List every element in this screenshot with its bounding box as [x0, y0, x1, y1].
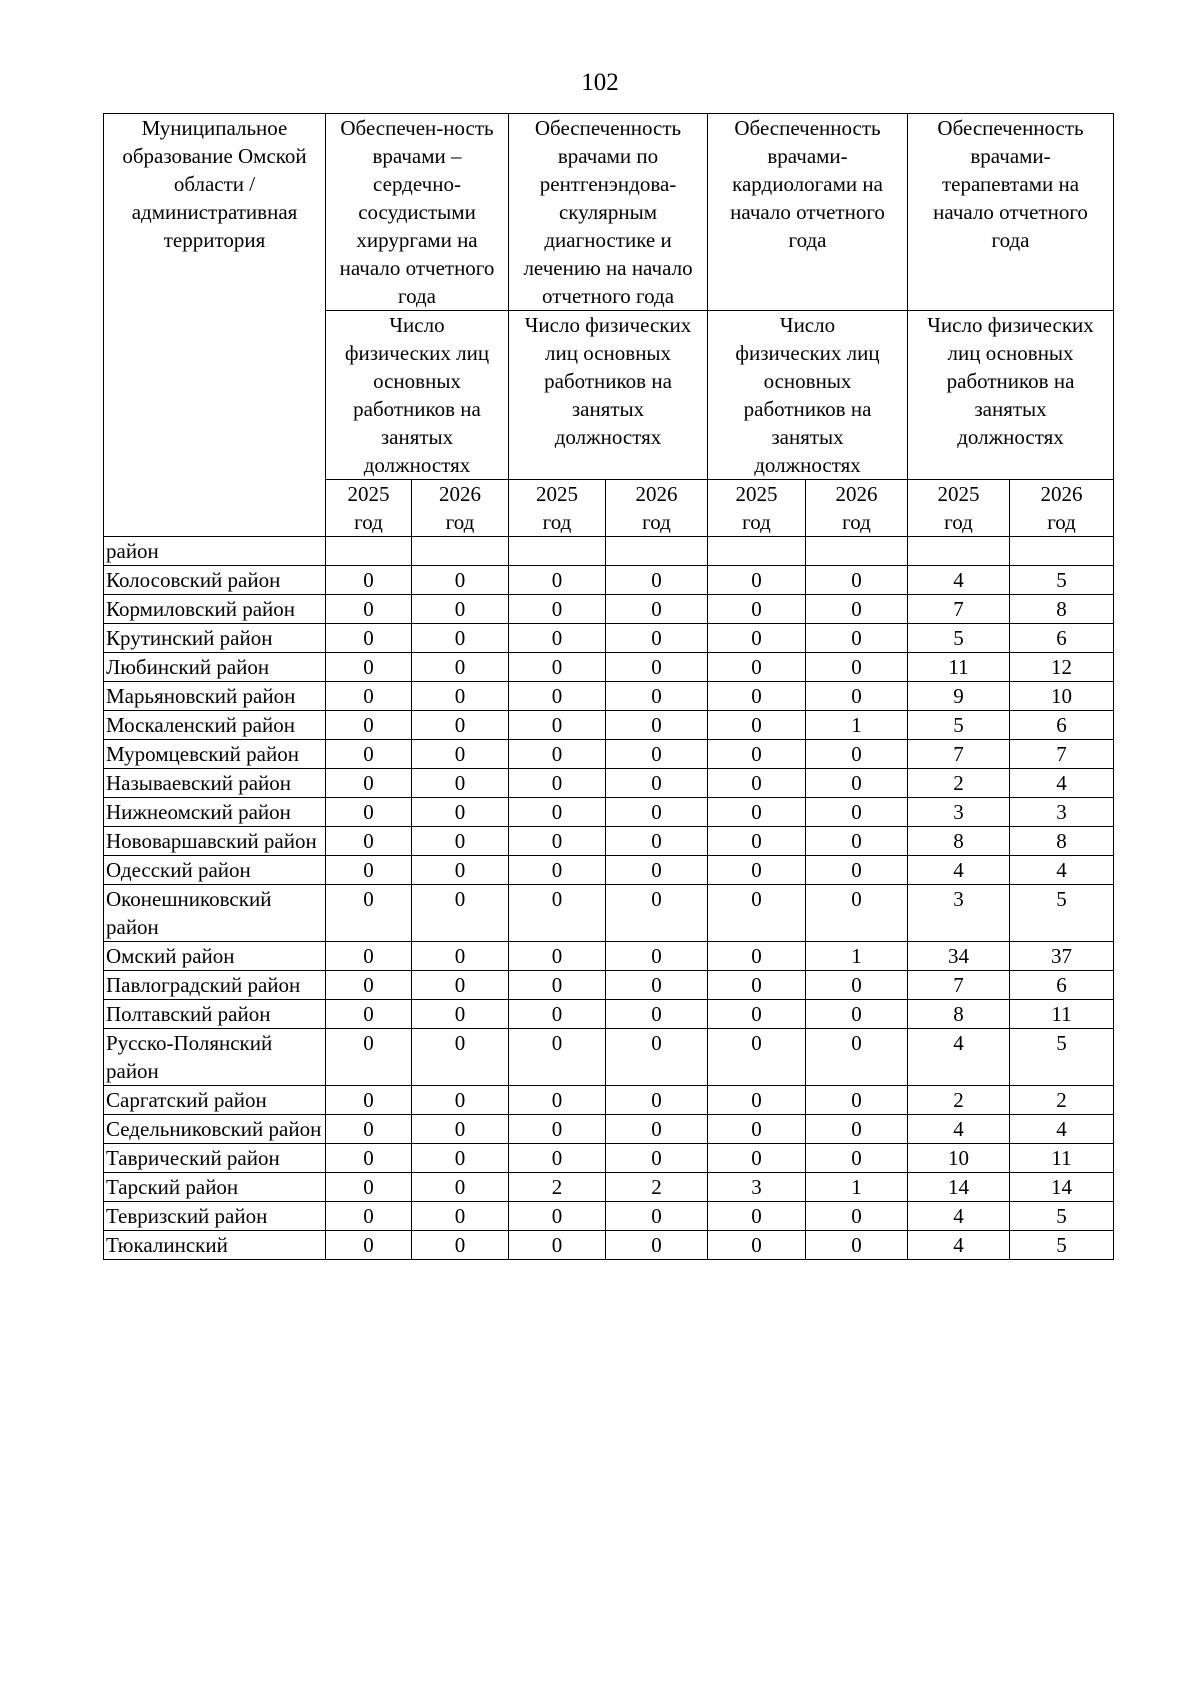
value-cell: 0	[509, 1000, 606, 1029]
table-row	[104, 827, 1114, 856]
value-cell: 0	[326, 1144, 412, 1173]
territory-name: Тарский район	[104, 1173, 326, 1202]
value-cell: 0	[606, 566, 708, 595]
value-cell: 0	[509, 566, 606, 595]
value-cell: 0	[606, 624, 708, 653]
value-cell: 0	[708, 595, 806, 624]
value-cell: 0	[606, 682, 708, 711]
value-cell: 4	[908, 566, 1010, 595]
value-cell: 0	[509, 711, 606, 740]
table-row	[104, 653, 1114, 682]
value-cell: 0	[509, 1115, 606, 1144]
value-cell: 11	[1010, 1000, 1114, 1029]
value-cell: 0	[606, 942, 708, 971]
value-cell	[708, 537, 806, 566]
group-header-cardiologists: Обеспеченность врачами-кардиологами на начало отчетного года	[708, 114, 908, 311]
value-cell: 1	[806, 942, 908, 971]
territory-name: Муромцевский район	[104, 740, 326, 769]
value-cell: 0	[412, 1086, 509, 1115]
value-cell: 7	[908, 971, 1010, 1000]
value-cell: 0	[412, 885, 509, 942]
table-row	[104, 856, 1114, 885]
value-cell: 0	[606, 769, 708, 798]
value-cell: 34	[908, 942, 1010, 971]
value-cell: 0	[326, 1086, 412, 1115]
table-row	[104, 566, 1114, 595]
value-cell: 2	[509, 1173, 606, 1202]
value-cell: 0	[412, 682, 509, 711]
value-cell: 0	[708, 856, 806, 885]
value-cell: 0	[412, 1029, 509, 1086]
table-header	[104, 114, 1114, 537]
value-cell: 3	[908, 798, 1010, 827]
value-cell: 0	[708, 1000, 806, 1029]
table-row	[104, 682, 1114, 711]
value-cell: 0	[708, 827, 806, 856]
year-number: 2025	[536, 482, 579, 506]
value-cell: 0	[806, 885, 908, 942]
value-cell: 0	[806, 1000, 908, 1029]
value-cell: 2	[908, 1086, 1010, 1115]
value-cell: 0	[509, 942, 606, 971]
table-row	[104, 1086, 1114, 1115]
value-cell: 0	[606, 856, 708, 885]
territory-name: Марьяновский район	[104, 682, 326, 711]
value-cell: 0	[326, 942, 412, 971]
table-row	[104, 1202, 1114, 1231]
value-cell: 0	[806, 740, 908, 769]
year-number: 2026	[635, 482, 678, 506]
value-cell: 14	[908, 1173, 1010, 1202]
territory-name: Колосовский район	[104, 566, 326, 595]
value-cell: 0	[326, 624, 412, 653]
value-cell: 4	[1010, 856, 1114, 885]
value-cell: 0	[708, 711, 806, 740]
value-cell: 0	[509, 827, 606, 856]
value-cell: 0	[412, 856, 509, 885]
year-number: 2025	[735, 482, 778, 506]
value-cell: 0	[606, 1202, 708, 1231]
value-cell	[326, 537, 412, 566]
value-cell: 0	[806, 595, 908, 624]
value-cell: 0	[806, 1086, 908, 1115]
territory-name: Русско-Полянский район	[104, 1029, 326, 1086]
value-cell: 0	[326, 885, 412, 942]
value-cell: 12	[1010, 653, 1114, 682]
year-suffix: год	[842, 510, 871, 534]
value-cell: 0	[708, 1144, 806, 1173]
value-cell: 0	[708, 653, 806, 682]
value-cell: 10	[1010, 682, 1114, 711]
value-cell	[908, 537, 1010, 566]
value-cell: 0	[806, 653, 908, 682]
year-header	[412, 480, 509, 537]
value-cell: 0	[708, 942, 806, 971]
value-cell: 8	[908, 827, 1010, 856]
year-header	[806, 480, 908, 537]
value-cell: 0	[806, 566, 908, 595]
value-cell: 0	[509, 798, 606, 827]
group-header-endovascular: Обеспеченность врачами по рентгенэндова-скулярным диагностике и лечению на начало отчетного года	[509, 114, 708, 311]
table-row	[104, 711, 1114, 740]
value-cell	[606, 537, 708, 566]
value-cell: 0	[509, 1144, 606, 1173]
value-cell: 6	[1010, 624, 1114, 653]
value-cell: 4	[908, 1231, 1010, 1260]
value-cell: 4	[1010, 769, 1114, 798]
value-cell: 0	[326, 711, 412, 740]
value-cell: 37	[1010, 942, 1114, 971]
year-header	[326, 480, 412, 537]
territory-name: Одесский район	[104, 856, 326, 885]
value-cell: 7	[908, 740, 1010, 769]
territory-name: район	[104, 537, 326, 566]
doctor-staffing-table	[103, 113, 1114, 1260]
value-cell: 0	[509, 653, 606, 682]
value-cell: 0	[326, 1000, 412, 1029]
value-cell: 0	[326, 1231, 412, 1260]
value-cell: 0	[326, 1115, 412, 1144]
value-cell: 0	[326, 1029, 412, 1086]
territory-name: Нововаршавский район	[104, 827, 326, 856]
value-cell: 4	[908, 856, 1010, 885]
value-cell: 0	[509, 856, 606, 885]
value-cell	[412, 537, 509, 566]
value-cell: 0	[412, 1115, 509, 1144]
value-cell: 0	[806, 1231, 908, 1260]
value-cell: 0	[606, 798, 708, 827]
value-cell: 2	[606, 1173, 708, 1202]
value-cell: 8	[908, 1000, 1010, 1029]
value-cell: 0	[509, 1086, 606, 1115]
value-cell: 5	[908, 711, 1010, 740]
value-cell: 0	[606, 740, 708, 769]
table-body	[104, 537, 1114, 1260]
value-cell: 0	[509, 1231, 606, 1260]
value-cell: 0	[806, 1202, 908, 1231]
value-cell: 10	[908, 1144, 1010, 1173]
group-subheader-endovascular: Число физических лиц основных работников на занятых должностях	[509, 311, 708, 480]
value-cell: 5	[1010, 1231, 1114, 1260]
year-number: 2025	[347, 482, 390, 506]
table-row	[104, 740, 1114, 769]
value-cell: 0	[412, 624, 509, 653]
value-cell: 0	[708, 566, 806, 595]
territory-name: Таврический район	[104, 1144, 326, 1173]
value-cell: 0	[708, 885, 806, 942]
year-suffix: год	[742, 510, 771, 534]
value-cell: 0	[509, 624, 606, 653]
territory-name: Оконешниковский район	[104, 885, 326, 942]
value-cell: 7	[1010, 740, 1114, 769]
value-cell: 5	[1010, 885, 1114, 942]
value-cell: 0	[806, 624, 908, 653]
value-cell: 0	[326, 769, 412, 798]
value-cell: 0	[708, 769, 806, 798]
value-cell: 0	[708, 798, 806, 827]
value-cell: 1	[806, 711, 908, 740]
value-cell: 0	[606, 1000, 708, 1029]
value-cell: 0	[806, 1115, 908, 1144]
value-cell: 0	[806, 971, 908, 1000]
territory-name: Крутинский район	[104, 624, 326, 653]
year-header	[606, 480, 708, 537]
year-suffix: год	[445, 510, 475, 534]
value-cell: 0	[708, 1231, 806, 1260]
value-cell: 0	[509, 740, 606, 769]
table-row	[104, 1029, 1114, 1086]
value-cell: 3	[908, 885, 1010, 942]
value-cell: 0	[509, 1029, 606, 1086]
value-cell: 0	[412, 827, 509, 856]
value-cell: 0	[326, 595, 412, 624]
value-cell: 9	[908, 682, 1010, 711]
year-suffix: год	[354, 510, 383, 534]
value-cell: 4	[1010, 1115, 1114, 1144]
territory-name: Омский район	[104, 942, 326, 971]
table-row	[104, 798, 1114, 827]
value-cell: 0	[412, 595, 509, 624]
table-row	[104, 1231, 1114, 1260]
value-cell: 0	[708, 682, 806, 711]
value-cell: 0	[606, 971, 708, 1000]
value-cell: 0	[412, 711, 509, 740]
territory-name: Тюкалинский	[104, 1231, 326, 1260]
value-cell: 0	[708, 624, 806, 653]
group-header-therapists: Обеспеченность врачами-терапевтами на начало отчетного года	[908, 114, 1114, 311]
value-cell: 6	[1010, 711, 1114, 740]
value-cell: 14	[1010, 1173, 1114, 1202]
value-cell: 11	[1010, 1144, 1114, 1173]
value-cell: 0	[708, 1115, 806, 1144]
value-cell	[806, 537, 908, 566]
value-cell: 0	[326, 798, 412, 827]
value-cell: 0	[412, 1000, 509, 1029]
value-cell: 0	[708, 971, 806, 1000]
territory-name: Кормиловский район	[104, 595, 326, 624]
territory-name: Любинский район	[104, 653, 326, 682]
value-cell: 0	[509, 682, 606, 711]
value-cell: 0	[326, 566, 412, 595]
table-row	[104, 942, 1114, 971]
value-cell: 5	[908, 624, 1010, 653]
value-cell: 0	[509, 595, 606, 624]
value-cell: 0	[806, 1144, 908, 1173]
value-cell: 11	[908, 653, 1010, 682]
value-cell: 0	[806, 827, 908, 856]
year-number: 2025	[937, 482, 980, 506]
value-cell: 0	[806, 769, 908, 798]
value-cell: 0	[326, 653, 412, 682]
group-subheader-therapists: Число физических лиц основных работников на занятых должностях	[908, 311, 1114, 480]
value-cell: 0	[606, 1029, 708, 1086]
value-cell: 0	[326, 740, 412, 769]
value-cell: 0	[509, 769, 606, 798]
table-row	[104, 624, 1114, 653]
value-cell: 0	[412, 1173, 509, 1202]
year-suffix: год	[1047, 510, 1076, 534]
table-row	[104, 885, 1114, 942]
year-number: 2026	[1040, 482, 1083, 506]
table-row	[104, 1144, 1114, 1173]
value-cell: 4	[908, 1115, 1010, 1144]
value-cell: 5	[1010, 1029, 1114, 1086]
value-cell: 0	[509, 1202, 606, 1231]
value-cell	[509, 537, 606, 566]
value-cell: 0	[606, 595, 708, 624]
value-cell: 0	[606, 885, 708, 942]
territory-name: Полтавский район	[104, 1000, 326, 1029]
territory-name: Седельниковский район	[104, 1115, 326, 1144]
value-cell: 0	[326, 856, 412, 885]
table-row	[104, 1173, 1114, 1202]
value-cell: 0	[606, 827, 708, 856]
value-cell: 0	[509, 971, 606, 1000]
value-cell: 0	[708, 1202, 806, 1231]
value-cell: 2	[1010, 1086, 1114, 1115]
value-cell: 5	[1010, 566, 1114, 595]
territory-name: Павлоградский район	[104, 971, 326, 1000]
territory-name: Москаленский район	[104, 711, 326, 740]
value-cell: 0	[412, 769, 509, 798]
table-row	[104, 971, 1114, 1000]
year-header	[708, 480, 806, 537]
value-cell: 8	[1010, 595, 1114, 624]
value-cell: 3	[1010, 798, 1114, 827]
value-cell: 8	[1010, 827, 1114, 856]
value-cell: 0	[708, 1029, 806, 1086]
territory-name: Саргатский район	[104, 1086, 326, 1115]
year-suffix: год	[944, 510, 973, 534]
value-cell: 0	[412, 1202, 509, 1231]
value-cell: 0	[606, 711, 708, 740]
value-cell: 6	[1010, 971, 1114, 1000]
value-cell: 1	[806, 1173, 908, 1202]
year-header	[908, 480, 1010, 537]
value-cell: 0	[412, 798, 509, 827]
group-subheader-cardiologists: Число физических лиц основных работников на занятых должностях	[708, 311, 908, 480]
value-cell: 0	[509, 885, 606, 942]
value-cell: 5	[1010, 1202, 1114, 1231]
value-cell: 0	[412, 740, 509, 769]
group-header-cardiovascular-surgeons: Обеспечен-ность врачами – сердечно-сосудистыми хирургами на начало отчетного года	[326, 114, 509, 311]
value-cell: 0	[326, 1202, 412, 1231]
territory-name: Нижнеомский район	[104, 798, 326, 827]
table-row	[104, 595, 1114, 624]
year-suffix: год	[642, 510, 671, 534]
value-cell: 2	[908, 769, 1010, 798]
territory-header: Муниципальное образование Омской области / административная территория	[104, 114, 326, 537]
value-cell: 0	[412, 971, 509, 1000]
value-cell: 0	[326, 1173, 412, 1202]
header-row-titles	[104, 114, 1114, 311]
year-header	[1010, 480, 1114, 537]
value-cell: 0	[708, 740, 806, 769]
value-cell: 3	[708, 1173, 806, 1202]
table-row	[104, 769, 1114, 798]
value-cell: 0	[412, 1144, 509, 1173]
value-cell: 0	[412, 653, 509, 682]
value-cell: 0	[412, 942, 509, 971]
territory-name: Тевризский район	[104, 1202, 326, 1231]
value-cell: 0	[326, 682, 412, 711]
value-cell: 0	[606, 1086, 708, 1115]
value-cell: 0	[326, 827, 412, 856]
value-cell: 0	[606, 1231, 708, 1260]
value-cell: 0	[806, 798, 908, 827]
value-cell: 0	[806, 856, 908, 885]
value-cell: 0	[412, 1231, 509, 1260]
value-cell: 4	[908, 1202, 1010, 1231]
value-cell: 0	[606, 653, 708, 682]
table-row	[104, 537, 1114, 566]
value-cell: 0	[412, 566, 509, 595]
value-cell: 7	[908, 595, 1010, 624]
value-cell: 0	[708, 1086, 806, 1115]
year-suffix: год	[542, 510, 572, 534]
year-number: 2026	[439, 482, 481, 506]
table-row	[104, 1000, 1114, 1029]
value-cell: 0	[806, 1029, 908, 1086]
value-cell: 0	[606, 1115, 708, 1144]
value-cell: 0	[326, 971, 412, 1000]
group-subheader-cardiovascular-surgeons: Число физических лиц основных работников на занятых должностях	[326, 311, 509, 480]
page-number: 102	[581, 69, 619, 96]
value-cell: 0	[806, 682, 908, 711]
value-cell: 0	[606, 1144, 708, 1173]
value-cell: 4	[908, 1029, 1010, 1086]
year-number: 2026	[835, 482, 878, 506]
value-cell	[1010, 537, 1114, 566]
year-header	[509, 480, 606, 537]
table-row	[104, 1115, 1114, 1144]
territory-name: Называевский район	[104, 769, 326, 798]
